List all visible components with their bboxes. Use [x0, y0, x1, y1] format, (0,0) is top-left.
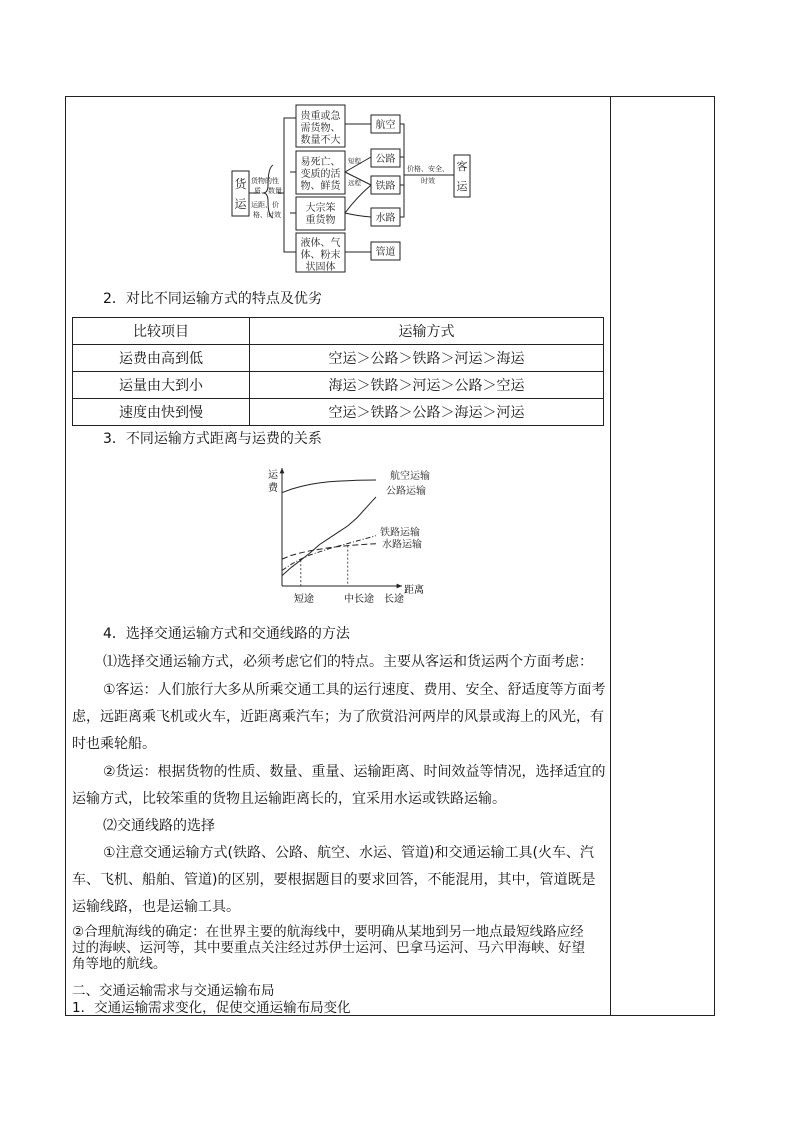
x-tick-short: 短途	[294, 594, 314, 605]
series-label: 铁路运输	[380, 527, 420, 539]
part2-title: 二、交通运输需求与交通运输布局	[72, 983, 275, 999]
table-header-row	[73, 318, 604, 345]
table-cell: 速度由快到慢	[73, 399, 250, 426]
x-tick-long: 长途	[384, 594, 404, 605]
table-header-cell: 运输方式	[250, 318, 604, 345]
distance-cost-chart	[262, 462, 442, 610]
rail-line	[282, 536, 376, 571]
series-label: 水路运输	[382, 539, 422, 551]
goods-text-4: 液体、气体、粉末状固体	[300, 238, 341, 273]
mode-air: 航空	[375, 120, 396, 131]
table-cell: 海运＞铁路＞河运＞公路＞空运	[250, 372, 604, 399]
goods-text-2: 易死亡、变质的活物、鲜货	[300, 157, 341, 192]
goods-text-3: 大宗笨重货物	[305, 203, 336, 226]
passenger-criteria-1: 价格、安全、	[407, 165, 449, 173]
part2-para-1: 1．交通运输需求变化，促使交通运输布局变化	[72, 1000, 351, 1016]
table-row	[73, 372, 604, 399]
section4-title: 4．选择交通运输方式和交通线路的方法	[103, 626, 350, 642]
mode-water: 水路	[375, 213, 396, 224]
goods-bracket	[284, 118, 290, 252]
air-line	[282, 480, 376, 493]
section2-title: 2．对比不同运输方式的特点及优劣	[103, 291, 322, 307]
freight-diagram	[228, 100, 478, 275]
mode-pipe: 管道	[375, 247, 396, 258]
passenger-bottom: 运	[456, 180, 468, 193]
sec4-para-1: ⑴选择交通运输方式，必须考虑它们的特点。主要从客运和货运两个方面考虑：	[103, 654, 593, 670]
table-cell: 空运＞公路＞铁路＞河运＞海运	[250, 345, 604, 372]
x-tick-medium: 中长途	[344, 594, 374, 605]
mode-road: 公路	[375, 154, 396, 165]
x-axis-label: 距离	[404, 585, 424, 596]
distance-short-label: 短程	[348, 157, 361, 165]
passenger-top: 客	[456, 160, 468, 173]
sec4-para-3: ②货运：根据货物的性质、数量、重量、运输距离、时间效益等情况，选择适宜的 运输方式，比较笨重的货物且运输距离长的，宜采用水运或铁路运输。	[72, 764, 606, 807]
table-cell: 空运＞铁路＞公路＞海运＞河运	[250, 399, 604, 426]
table-row	[73, 345, 604, 372]
distance-long-label: 远程	[348, 179, 361, 187]
comparison-table	[72, 317, 604, 426]
modes-bracket	[400, 124, 404, 217]
series-label: 航空运输	[390, 471, 430, 482]
water-line	[282, 544, 376, 559]
mode-rail: 铁路	[375, 181, 396, 192]
sec4-para-6: ②合理航海线的确定：在世界主要的航海线中，要明确从某地到另一地点最短线路应经 过的海峡、运河等，其中要重点关注经过苏伊士运河、巴拿马运河、马六甲海峡、好望 角等地的航线。	[72, 924, 585, 972]
table-header-cell: 比较项目	[73, 318, 250, 345]
column-divider	[610, 96, 611, 1016]
series-label: 公路运输	[386, 485, 426, 497]
road-line	[282, 497, 376, 576]
goods-text-1: 贵重或急需货物、数量不大	[300, 111, 341, 146]
sec4-para-4: ⑵交通线路的选择	[103, 818, 215, 834]
branch-label-2: 运距、价格、时效	[251, 201, 281, 219]
root-top: 货	[234, 177, 247, 191]
table-cell: 运量由大到小	[73, 372, 250, 399]
y-axis-label: 运费	[268, 470, 278, 494]
passenger-criteria-2: 时效	[421, 177, 435, 185]
branch-label-1: 货物的性质、数量	[251, 177, 282, 195]
sec4-para-2: ①客运：人们旅行大多从所乘交通工具的运行速度、费用、安全、舒适度等方面考 虑，远距离乘飞机或火车，近距离乘汽车；为了欣赏沿河两岸的风景或海上的风光，有 时也乘轮船。	[72, 682, 606, 752]
section3-title: 3．不同运输方式距离与运费的关系	[103, 431, 322, 447]
root-bottom: 运	[234, 197, 247, 211]
table-row	[73, 399, 604, 426]
sec4-para-5: ①注意交通运输方式(铁路、公路、航空、水运、管道)和交通运输工具(火车、汽 车、飞机、船舶、管道)的区别，要根据题目的要求回答，不能混用，其中，管道既是 运输线路，也是运输工具。	[72, 845, 596, 915]
table-cell: 运费由高到低	[73, 345, 250, 372]
